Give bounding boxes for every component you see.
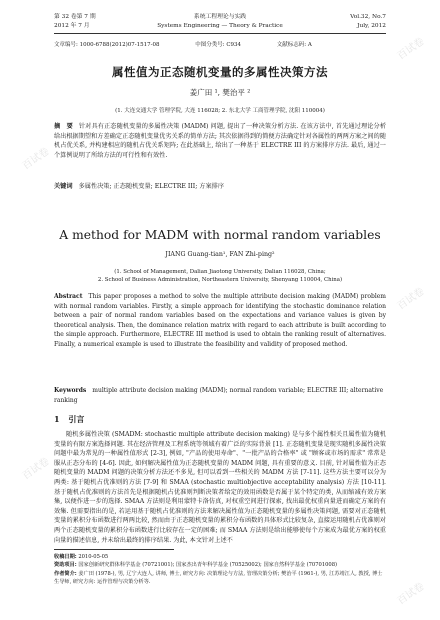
abstract-chinese (54, 122, 386, 160)
date-cn: 2012 年 7 月 (54, 23, 90, 29)
keywords-english (54, 386, 386, 405)
footnote-funding (54, 561, 386, 569)
funding-text: 国家创新研究群体科学基金 (70721001); 国家杰出青年科学基金 (70525002); 国家自然科学基金 (70701008) (78, 562, 338, 569)
affiliation-en-line1: (1. School of Management, Dalian Jiaotong University, Dalian 116028, China; (114, 269, 326, 275)
keywords-chinese (54, 181, 386, 190)
title-english: A method for MADM with normal random variables (59, 228, 381, 242)
section-title: 引言 (68, 414, 85, 424)
keywords-text-cn: 多属性决策; 正态随机变量; ELECTRE III; 方案排序 (78, 183, 225, 190)
abstract-text-cn: 针对具有正态随机变量的多属性决策 (MADM) 问题, 提出了一种决策分析方法. 在该方法中, 首先通过理论分析给出根据期望和方差确定正态随机变量优劣关系的简单方法; 其次依据得到的简便方法确定针对各属性的两两方案之间的随机占优关系, 并构建相应的随机占优关系矩阵; 在此基础上, 给出了一种基于 ELECTRE III 的方案排序方法. 最后, 通过一个算例说明了所给方法的可行性和有效性. (54, 123, 387, 159)
article-meta (54, 40, 346, 48)
author-bio-label: 作者简介: (54, 570, 77, 577)
funding-label: 资助项目: (54, 562, 77, 569)
journal-name-en: Systems Engineering — Theory & Practice (157, 23, 283, 29)
watermark-stamp: 百试卷 (395, 286, 427, 313)
authors-chinese: 姜广田 ¹, 樊治平 ² (189, 88, 251, 97)
introduction-paragraph: 随机多属性决策 (SMADM: stochastic multiple attribute decision making) 是与多个属性相关且属性值为随机变量的有限方案选择问题. 其在经济管理及工程系统等领域有着广泛的实际背景 [1]. 正态随机变量是现实随机多属性决策问题中最为常见的一种属性值形式 [2-3], 例如, "产品的使用寿命"、"一批产品的合格率" 或 "顾客或市场的需求" 常常是服从正态分布的 [4-6]. 因此, 如何解决属性值为正态随机变量的 MADM 问题, 具有重要的意义. 目前, 针对属性值为正态随机变量的 MADM 问题的决策分析方法还不多见, 但可以看到一些相关的 MADM 方法 [7-11]. 这些方法主要可以分为两类: 基于随机占优准则的方法 [7-9] 和 SMAA (stochastic multiobjective acceptability analysis) 方法 [10-11]. 基于随机占优准则的方法首先是根据随机占优准则判断决策者给定的效用函数是否属于某个特定的类, 从而缩减有效方案集, 以便作进一步的选择. SMAA 方法则是利用蒙特卡洛仿真, 对权重空间进行探索, 找出最优权重向量进而确定方案的有效集. 但需要指出的是, 若运用基于随机占优准则的方法来解决属性值为正态随机变量的多属性决策问题, 需要对正态随机变量的累积分布函数进行两两比较, 然而由于正态随机变量的累积分布函数的具体形式比较复杂, 直接运用随机占优准则对两个正态随机变量的累积分布函数进行比较存在一定的困难; 而 SMAA 方法则是给出能够使每个方案成为最优方案的权重向量的描述信息, 并未给出最终的排序结果. 为此, 本文针对上述不 (54, 431, 386, 544)
title-chinese: 属性值为正态随机变量的多属性决策方法 (112, 65, 328, 79)
abstract-label-cn: 摘 要 (54, 123, 73, 130)
abstract-label-en: Abstract (54, 293, 83, 300)
author-bio-text: 姜广田 (1978-), 男, 辽宁大连人, 讲师, 博士, 研究方向: 决策理论与方法, 管理决策分析; 樊治平 (1961-), 男, 江苏靖江人, 教授, 博士生导师, 研究方向: 运作管理与决策分析等. (54, 570, 383, 585)
volume-issue-en: Vol.32, No.7 (350, 14, 386, 20)
article-id: 文章编号: 1000-6788(2012)07-1517-08 (54, 42, 160, 48)
header-divider (54, 33, 386, 34)
volume-issue-cn: 第 32 卷第 7 期 (54, 14, 96, 20)
watermark-stamp: 百试卷 (20, 146, 52, 173)
document-code: 文献标志码: A (276, 42, 312, 48)
authors-english: JIANG Guang-tian¹, FAN Zhi-ping² (165, 251, 275, 258)
date-en: July, 2012 (357, 23, 386, 29)
watermark-stamp: 百试卷 (20, 456, 52, 483)
footnote-received (54, 553, 386, 561)
abstract-english (54, 292, 386, 349)
received-date: 2010-05-05 (78, 554, 109, 560)
affiliation-english (0, 268, 440, 285)
clc-number: 中图分类号: C934 (195, 42, 242, 48)
journal-name-cn: 系统工程理论与实践 (193, 14, 247, 20)
footnotes (54, 553, 386, 586)
affiliation-en-line2: 2. School of Business Administration, Northeastern University, Shenyang 110004, China) (97, 277, 343, 284)
section-number: 1 (54, 414, 60, 424)
section-heading (54, 414, 84, 425)
keywords-text-en: multiple attribute decision making (MADM); normal random variable; ELECTRE III; alternative ranking (54, 387, 384, 404)
footnote-author (54, 570, 386, 587)
received-label: 收稿日期: (54, 554, 77, 560)
footnote-divider (54, 549, 174, 550)
affiliation-chinese: (1. 大连交通大学 管理学院, 大连 116028; 2. 东北大学 工商管理学院, 沈阳 110004) (115, 108, 325, 114)
keywords-label-cn: 关键词 (54, 183, 73, 190)
watermark-stamp: 百试卷 (395, 581, 427, 608)
keywords-label-en: Keywords (54, 387, 87, 394)
abstract-text-en: This paper proposes a method to solve the multiple attribute decision making (MADM) problem with normal random variables. Firstly, a simple approach for identifying the stochastic dominance relation between a pair of normal random variables based on the expectations and variance values is given by theoretical analysis. Then, the dominance relation matrix with regard to each attribute is built according to the simple approach. Furthermore, ELECTRE III method is used to obtain the ranking result of alternatives. Finally, a numerical example is used to illustrate the feasibility and validity of proposed method. (54, 293, 386, 348)
watermark-stamp: 百试卷 (395, 36, 427, 63)
